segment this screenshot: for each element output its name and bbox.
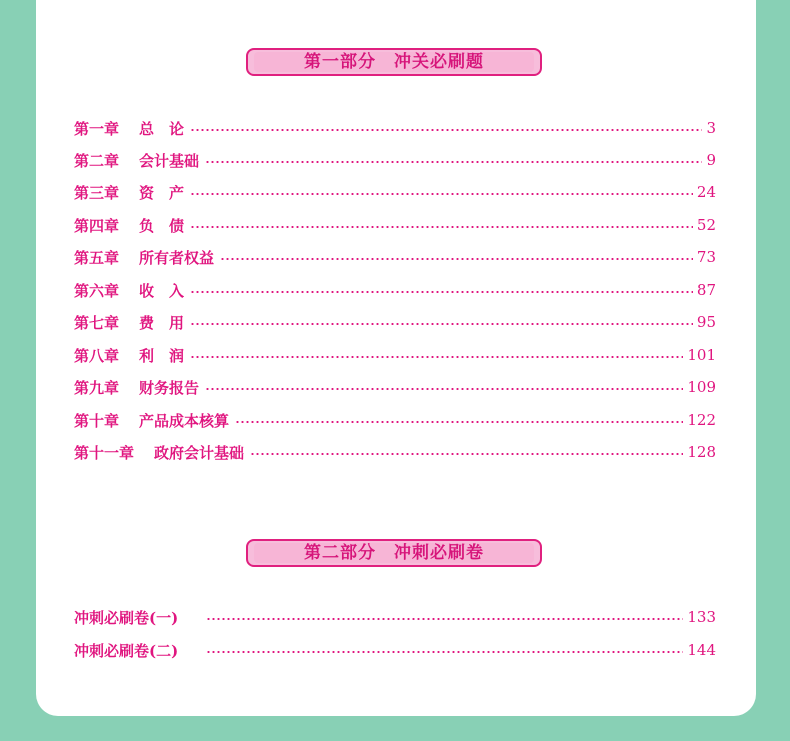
page-number: 144: [687, 641, 716, 659]
chapter-number: 第十章: [74, 411, 120, 430]
exam-title: 冲刺必刷卷(一): [74, 608, 179, 627]
dot-leader: [190, 323, 693, 325]
dot-leader: [190, 291, 693, 293]
dot-leader: [205, 161, 702, 163]
page-number: 24: [696, 183, 716, 201]
chapter-number: 第九章: [74, 378, 120, 397]
chapter-number: 第八章: [74, 346, 120, 365]
page-number: 109: [687, 378, 716, 396]
dot-leader: [250, 453, 683, 455]
page-number: 95: [696, 313, 716, 331]
dot-leader: [190, 193, 693, 195]
part2-header-label: 第二部分 冲刺必刷卷: [254, 543, 534, 563]
chapter-number: 第六章: [74, 281, 120, 300]
chapter-title: 总 论: [139, 119, 185, 138]
toc-entry[interactable]: [74, 310, 716, 334]
dot-leader: [190, 226, 693, 228]
page-number: 73: [696, 248, 716, 266]
part2-header: [246, 539, 542, 567]
toc-entry[interactable]: [74, 440, 716, 464]
chapter-title: 会计基础: [139, 151, 200, 170]
dot-leader: [206, 618, 683, 620]
toc-entry[interactable]: [74, 408, 716, 432]
chapter-title: 财务报告: [139, 378, 200, 397]
dot-leader: [190, 356, 683, 358]
dot-leader: [205, 388, 683, 390]
toc-entry[interactable]: [74, 245, 716, 269]
toc-entry[interactable]: [74, 375, 716, 399]
chapter-number: 第四章: [74, 216, 120, 235]
page-number: 122: [687, 411, 716, 429]
chapter-title: 负 债: [139, 216, 185, 235]
chapter-title: 所有者权益: [139, 248, 215, 267]
toc-page: [36, 0, 756, 716]
page-number: 101: [687, 346, 716, 364]
chapter-title: 费 用: [139, 313, 185, 332]
chapter-title: 收 入: [139, 281, 185, 300]
toc-entry[interactable]: [74, 638, 716, 662]
toc-entry[interactable]: [74, 343, 716, 367]
chapter-title: 利 润: [139, 346, 185, 365]
page-number: 3: [706, 119, 716, 137]
toc-entry[interactable]: [74, 180, 716, 204]
toc-entry[interactable]: [74, 278, 716, 302]
exam-title: 冲刺必刷卷(二): [74, 641, 179, 660]
toc-entry[interactable]: [74, 148, 716, 172]
chapter-title: 政府会计基础: [154, 443, 245, 462]
chapter-number: 第五章: [74, 248, 120, 267]
part1-header-label: 第一部分 冲关必刷题: [254, 52, 534, 72]
chapter-number: 第一章: [74, 119, 120, 138]
dot-leader: [235, 421, 683, 423]
chapter-title: 产品成本核算: [139, 411, 230, 430]
chapter-number: 第三章: [74, 183, 120, 202]
chapter-number: 第二章: [74, 151, 120, 170]
page-number: 52: [696, 216, 716, 234]
toc-entry[interactable]: [74, 213, 716, 237]
dot-leader: [206, 651, 683, 653]
chapter-title: 资 产: [139, 183, 185, 202]
page-number: 128: [687, 443, 716, 461]
toc-entry[interactable]: [74, 116, 716, 140]
dot-leader: [190, 129, 702, 131]
toc-entry[interactable]: [74, 605, 716, 629]
part1-header: [246, 48, 542, 76]
page-number: 9: [706, 151, 716, 169]
page-number: 133: [687, 608, 716, 626]
chapter-number: 第十一章: [74, 443, 135, 462]
page-number: 87: [696, 281, 716, 299]
dot-leader: [220, 258, 693, 260]
chapter-number: 第七章: [74, 313, 120, 332]
